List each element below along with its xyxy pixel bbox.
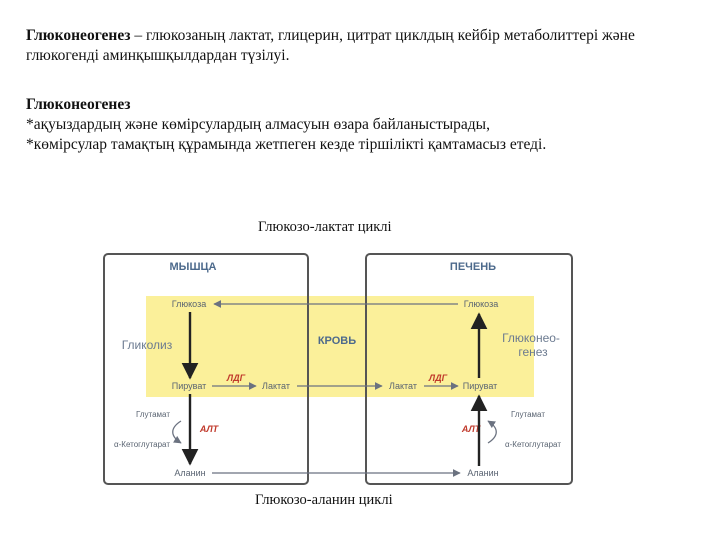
muscle-ldh-label: ЛДГ [226,373,246,383]
intro-term: Глюконеогенез [26,27,131,44]
liver-glutamate-label: Глутамат [510,410,546,419]
liver-lactate-label: Лактат [389,381,417,391]
glucose-alanine-cycle-caption: Глюкозо-аланин циклі [255,492,393,508]
liver-ldh-label: ЛДГ [428,373,448,383]
muscle-title: МЫШЦА [169,261,217,273]
liver-transamination-arrow [488,421,496,443]
muscle-transamination-arrow [173,421,181,443]
intro-definition: – глюкозаның лактат, глицерин, цитрат циклдың кейбір метаболиттері және глюкогенді аминқышқылдардан түзілуі. [26,27,635,64]
liver-ketoglutarate-label: α-Кетоглутарат [505,440,561,449]
liver-pyruvate-label: Пируват [462,381,498,391]
liver-title: ПЕЧЕНЬ [449,261,497,273]
function-line-2: *көмірсулар тамақтың құрамында жетпеген кезде тіршілікті қамтамасыз етеді. [26,136,547,153]
liver-glucose-label: Глюкоза [463,299,499,309]
muscle-alt-label: АЛТ [199,424,219,434]
function-line-1: *ақуыздардың және көмірсулардың алмасуын өзара байланыстырады, [26,116,490,133]
liver-alanine-label: Аланин [467,468,499,478]
gluconeogenesis-label-2: генез [518,345,548,359]
muscle-glucose-label: Глюкоза [171,299,207,309]
muscle-ketoglutarate-label: α-Кетоглутарат [114,440,170,449]
blood-title: КРОВЬ [317,335,357,347]
glucose-lactate-cycle-caption: Глюкозо-лактат циклі [258,219,392,235]
blood-lactate-label: Лактат [262,381,290,391]
glycolysis-label: Гликолиз [121,338,173,352]
gluconeogenesis-label-1: Глюконео- [502,331,560,345]
functions-heading: Глюконеогенез [26,96,131,113]
muscle-glutamate-label: Глутамат [135,410,171,419]
muscle-pyruvate-label: Пируват [171,381,207,391]
muscle-alanine-label: Аланин [174,468,206,478]
liver-alt-label: АЛТ [461,424,481,434]
